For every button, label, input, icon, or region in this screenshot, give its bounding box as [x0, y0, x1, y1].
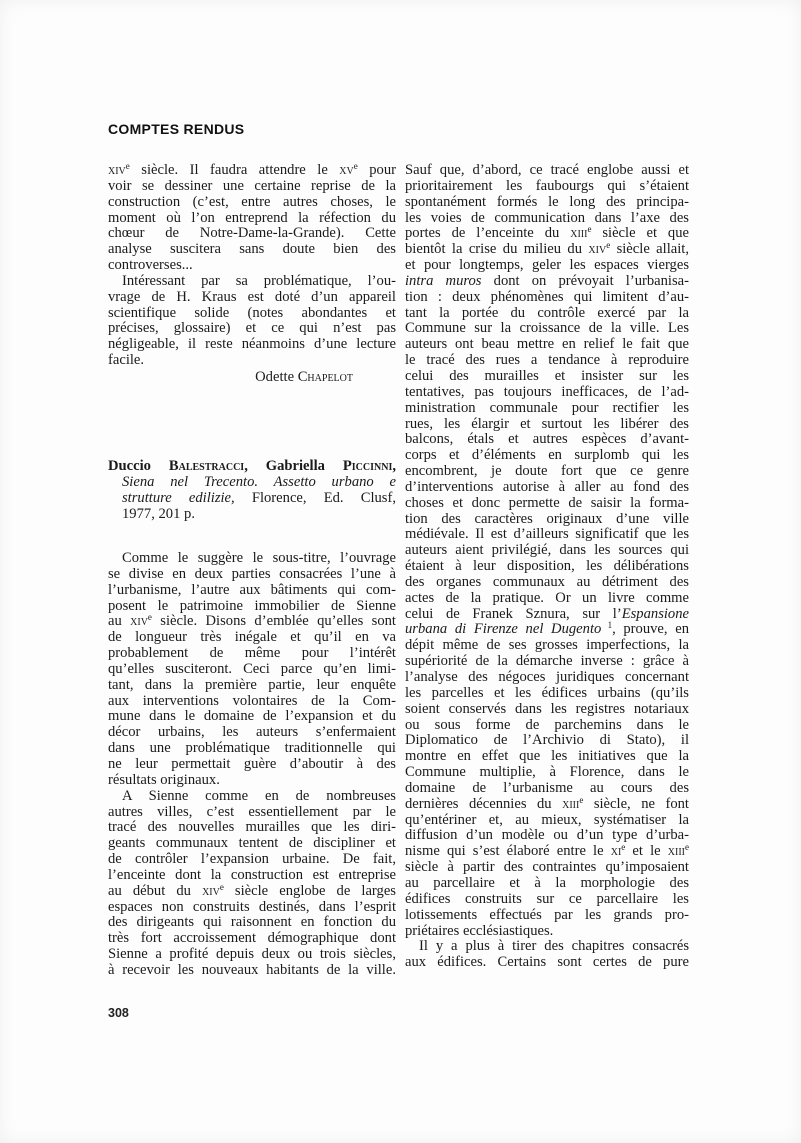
text-run: e	[219, 881, 224, 892]
text-run: ou sous forme de parchemins dans le	[405, 716, 689, 733]
text-run: au	[108, 613, 131, 630]
text-run: nisme qui s’est élaboré entre le	[405, 843, 611, 860]
text-run: bientôt la crise du milieu du	[405, 241, 589, 258]
text-line	[405, 794, 689, 813]
text-run: aux édifices. Certains sont certes de pure	[405, 954, 689, 971]
text-run: balcons, étals et autres espèces d’avant-	[405, 431, 689, 448]
text-run: au parcellaire et à la morphologie des	[405, 874, 689, 891]
text-line	[108, 507, 396, 523]
text-run: tant, dans la première partie, leur enquête	[108, 676, 396, 693]
text-line	[108, 757, 396, 773]
text-line	[405, 670, 689, 686]
text-run: facile.	[108, 352, 145, 369]
book-reference	[108, 459, 396, 522]
text-line	[108, 195, 396, 211]
text-run: médiévale. Il est d’ailleurs significatif que les	[405, 526, 689, 543]
text-run: ministration communale pour rectifier les	[405, 399, 689, 416]
text-run: domaine de l’urbanisme au cours des	[405, 779, 689, 796]
text-line	[405, 749, 689, 765]
text-line	[108, 789, 396, 805]
text-line	[405, 591, 689, 607]
text-line	[405, 226, 689, 242]
text-run: Commune sur la croissance de la ville. Les	[405, 320, 689, 337]
signature-last-name: Chapelot	[297, 369, 353, 385]
text-run: e	[579, 794, 584, 805]
text-run: Comme le suggère le sous-titre, l’ouvrage	[122, 550, 396, 566]
text-run: 1977, 201 p.	[122, 505, 195, 522]
text-run: choses et donc permette de saisir la forma-	[405, 494, 689, 511]
text-run: siècle. Disons d’emblée qu’elles sont	[151, 613, 396, 630]
text-line	[108, 290, 396, 306]
text-run: siècle englobe de larges	[223, 882, 396, 899]
text-run: qu’entériner et, au mieux, systématiser la	[405, 811, 689, 828]
text-line	[108, 931, 396, 947]
text-line	[405, 337, 689, 353]
text-run: Sauf que, d’abord, ce tracé englobe aussi et	[405, 162, 689, 178]
text-run: xiii	[570, 225, 588, 242]
text-line	[405, 353, 689, 369]
text-run: spontanément formés le long des principa-	[405, 193, 689, 210]
text-line	[405, 369, 689, 385]
text-run: vrage de H. Kraus est doté d’un appareil	[108, 288, 396, 305]
paragraph	[108, 551, 396, 789]
text-line	[405, 480, 689, 496]
text-line	[405, 765, 689, 781]
text-run: autres villes, c’est essentiellement par le	[108, 803, 396, 820]
text-run: Espansione	[621, 605, 689, 622]
text-line	[405, 781, 689, 797]
text-run: édifices construits sur ce parcellaire les	[405, 890, 689, 907]
text-line	[108, 274, 396, 290]
text-line	[108, 694, 396, 710]
text-line	[108, 306, 396, 322]
text-run: e	[606, 240, 611, 251]
text-line	[108, 614, 396, 630]
text-run: geants communaux tentent de discipliner et	[108, 835, 396, 852]
text-run: l’urbanisme, l’autre aux bâtiments qui com-	[108, 581, 396, 598]
text-line	[108, 353, 396, 369]
text-line	[405, 828, 689, 844]
text-run: le tracé des rues a tendance à reproduire	[405, 352, 689, 369]
text-run: de longueur très inégale et qu’il en va	[108, 629, 396, 646]
text-run: siècle, ne font	[583, 795, 689, 812]
text-line	[108, 646, 396, 662]
text-run: priétaires ecclésiastiques.	[405, 922, 554, 939]
text-run: étaient à leur disposition, les délibérations	[405, 558, 689, 575]
text-run: chœur de Notre-Dame-la-Grande). Cette	[108, 225, 396, 242]
text-run: mune dans le domaine de l’expansion et du	[108, 708, 396, 725]
text-line	[108, 226, 396, 242]
text-run: siècle allait,	[610, 241, 689, 258]
text-line	[405, 813, 689, 829]
text-line	[108, 947, 396, 963]
text-line	[405, 512, 689, 528]
text-run: celui de Franek Sznura, sur l’	[405, 605, 622, 622]
text-run: e	[587, 224, 592, 235]
text-line	[108, 678, 396, 694]
text-run: xiv	[108, 162, 126, 178]
text-line	[108, 321, 396, 337]
text-line	[405, 258, 689, 274]
paragraph	[108, 163, 396, 274]
text-line	[405, 908, 689, 924]
text-run: celui des murailles et insister sur les	[405, 367, 689, 384]
text-run: tracé des nouvelles murailles que les diri-	[108, 819, 396, 836]
text-line	[108, 179, 396, 195]
text-run: voir se dessiner une certaine reprise de la	[108, 177, 396, 194]
text-run: tant la portée du contrôle exercé par la	[405, 304, 689, 321]
text-run: auteurs ont beau mettre en relief le fait que	[405, 336, 689, 353]
text-run: scientifique solide (notes abondantes et	[108, 304, 396, 321]
text-run: montre en effet que les initiatives que la	[405, 748, 689, 765]
text-run: des organes communaux au détriment des	[405, 573, 689, 590]
text-line	[405, 575, 689, 591]
text-line	[108, 630, 396, 646]
paragraph	[405, 939, 689, 971]
text-run: décor urbains, les auteurs s’enfermaient	[108, 724, 396, 741]
text-line	[405, 306, 689, 322]
text-run: 1	[601, 620, 613, 631]
text-line	[108, 852, 396, 868]
text-run: moment où l’on entreprend la réfection du	[108, 209, 396, 226]
text-line	[108, 211, 396, 227]
text-run: précises, glossaire) et ce qui n’est pas	[108, 320, 396, 337]
text-run: tion : deux phénomènes qui limitent d’au-	[405, 288, 689, 305]
text-run: xiv	[202, 882, 220, 899]
text-run: corps et d’éléments en surplomb qui les	[405, 447, 689, 464]
text-run: intra muros	[405, 272, 482, 289]
text-line	[405, 686, 689, 702]
text-run: aux interventions volontaires de la Com-	[108, 692, 396, 709]
text-run: se divise en deux parties consacrées l’une à	[108, 565, 396, 582]
signature-first-name: Odette	[255, 369, 298, 385]
text-line	[108, 459, 396, 475]
text-line	[405, 432, 689, 448]
text-run: xiii	[667, 843, 685, 860]
text-run: posent le patrimoine immobilier de Sienne	[108, 597, 396, 614]
text-run: lotissements effectués par les grands pro-	[405, 906, 689, 923]
text-run: e	[125, 161, 130, 171]
text-run: soient conservés dans les registres notariaux	[405, 700, 689, 717]
text-run: Diplomatico de l’Archivio di Stato), il	[405, 732, 689, 749]
text-line	[405, 955, 689, 971]
text-line	[108, 551, 396, 567]
text-run: xv	[339, 162, 354, 178]
text-run: urbana di Firenze nel Dugento	[405, 621, 602, 638]
text-run: les voies de communication dans l’axe des	[405, 209, 689, 226]
text-line	[405, 622, 689, 638]
text-run: très fort accroissement démographique dont	[108, 930, 396, 947]
text-line	[108, 337, 396, 353]
text-line	[108, 963, 396, 979]
text-line	[405, 401, 689, 417]
text-run: dans une problématique traditionnelle qui	[108, 740, 396, 757]
text-run: espaces non construits destinés, dans l’esprit	[108, 898, 396, 915]
text-run: siècle. Il faudra attendre le	[129, 162, 340, 178]
text-run: et pour longtemps, geler les espaces vierges	[405, 257, 689, 274]
text-run: construction (c’est, entre autres choses, le	[108, 193, 396, 210]
text-run: strutture edilizie,	[122, 489, 235, 506]
text-line	[405, 638, 689, 654]
text-run: supériorité de la démarche inverse : grâce à	[405, 653, 689, 670]
text-line	[405, 892, 689, 908]
right-column-review-text	[405, 163, 689, 971]
text-run: Sienne a profité depuis deux ou trois siècles,	[108, 946, 396, 963]
paragraph	[108, 789, 396, 979]
text-run: pour	[357, 162, 396, 178]
text-run: analyse suscitera sans doute bien des	[108, 241, 396, 258]
page-number: 308	[108, 1006, 129, 1020]
text-line	[405, 702, 689, 718]
text-run: tion des caractères originaux d’une ville	[405, 510, 689, 527]
text-run: Balestracci	[168, 458, 245, 474]
text-run: Duccio	[108, 458, 169, 474]
text-run: l’analyse des négoces juridiques concernant	[405, 669, 689, 685]
text-run: prioritairement les faubourgs qui s’étaient	[405, 177, 689, 194]
text-line	[405, 939, 689, 955]
text-run: les parcelles et les édifices urbains (qu’ils	[405, 684, 689, 701]
text-line	[108, 725, 396, 741]
text-line	[108, 820, 396, 836]
text-run: Commune multiplie, à Florence, dans le	[405, 764, 689, 781]
text-line	[108, 491, 396, 507]
text-line	[108, 583, 396, 599]
text-line	[108, 836, 396, 852]
text-run: dernières décennies du	[405, 795, 563, 812]
left-column-review-text	[108, 551, 396, 979]
text-line	[405, 179, 689, 195]
text-line	[405, 195, 689, 211]
text-run: à recevoir les nouveaux habitants de la ville.	[108, 961, 396, 978]
paragraph	[108, 459, 396, 522]
text-line	[108, 773, 396, 789]
text-run: siècle et que	[591, 225, 689, 242]
paragraph	[405, 163, 689, 939]
text-line	[405, 211, 689, 227]
text-run: Il y a plus à tirer des chapitres consacrés	[419, 938, 689, 955]
text-run: xiv	[130, 613, 148, 630]
text-run: Intéressant par sa problématique, l’ou-	[122, 272, 396, 289]
text-run: e	[621, 842, 626, 853]
text-run: qu’elles susciteront. Ceci parce qu’en limi-	[108, 660, 396, 677]
text-run: ne leur permettait guère d’aboutir à des	[108, 755, 396, 772]
text-run: rues, les élargir et surtout les libérer des	[405, 415, 689, 432]
text-run: encombrent, je doute fort que ce genre	[405, 463, 689, 480]
text-line	[108, 475, 396, 491]
text-line	[405, 543, 689, 559]
reviewer-signature	[108, 369, 353, 386]
text-run: tentatives, pas toujours inefficaces, de l’ad-	[405, 383, 689, 400]
text-line	[108, 900, 396, 916]
text-run: , prouve, en	[612, 621, 689, 638]
text-run: résultats originaux.	[108, 771, 220, 788]
left-column-review-end	[108, 163, 396, 369]
text-line	[108, 567, 396, 583]
text-run: au début du	[108, 882, 203, 899]
text-run: diffusion d’un modèle ou d’un type d’urba-	[405, 827, 689, 844]
text-run: dont on prévoyait l’urbanisa-	[481, 272, 689, 289]
text-run: controverses...	[108, 257, 193, 274]
text-run: Florence, Ed. Clusf,	[234, 489, 396, 506]
text-line	[108, 868, 396, 884]
text-line	[405, 654, 689, 670]
text-line	[405, 274, 689, 290]
text-run: actes de la pratique. Or un livre comme	[405, 589, 689, 606]
text-line	[405, 844, 689, 860]
text-run: Piccinni,	[342, 458, 396, 474]
text-run: xi	[610, 843, 622, 860]
running-head: COMPTES RENDUS	[108, 121, 245, 137]
text-line	[405, 733, 689, 749]
text-run: négligeable, il reste néanmoins d’une lecture	[108, 336, 396, 353]
text-run: , Gabriella	[244, 458, 343, 474]
text-line	[405, 527, 689, 543]
text-run: e	[147, 612, 152, 623]
text-line	[108, 805, 396, 821]
text-line	[108, 242, 396, 258]
text-line	[108, 258, 396, 274]
text-line	[405, 718, 689, 734]
text-line	[405, 290, 689, 306]
text-run: des dirigeants qui raisonnent en fonction du	[108, 914, 396, 931]
text-line	[405, 448, 689, 464]
text-line	[405, 876, 689, 892]
text-run: probablement de même pour l’intérêt	[108, 645, 396, 662]
text-line	[405, 924, 689, 940]
paragraph	[108, 274, 396, 369]
text-run: de contrôler l’expansion urbaine. De fait,	[108, 851, 396, 868]
text-line	[108, 741, 396, 757]
text-run: e	[353, 161, 358, 171]
text-line	[108, 881, 396, 900]
text-line	[405, 163, 689, 179]
text-line	[405, 417, 689, 433]
text-line	[405, 385, 689, 401]
text-line	[405, 559, 689, 575]
text-line	[405, 860, 689, 876]
text-run: xiii	[562, 795, 580, 812]
text-line	[108, 662, 396, 678]
text-line	[108, 709, 396, 725]
text-run: l’enceinte dont la construction est entreprise	[108, 866, 396, 883]
text-line	[405, 496, 689, 512]
text-run: e	[685, 842, 689, 853]
text-run: d’interventions autorise à aller au fond des	[405, 478, 689, 495]
text-run: portes de l’enceinte du	[405, 225, 571, 242]
text-line	[405, 321, 689, 337]
text-run: dépit même de ses grosses imperfections, la	[405, 637, 689, 654]
text-line	[108, 915, 396, 931]
text-run: siècle à partir des contraintes qu’imposaient	[405, 859, 689, 876]
text-run: xiv	[588, 241, 607, 258]
text-run: Siena nel Trecento. Assetto urbano e	[122, 473, 396, 490]
text-line	[405, 242, 689, 258]
text-run: A Sienne comme en de nombreuses	[122, 787, 396, 804]
text-run: auteurs aient privilégié, dans les sources qui	[405, 542, 689, 559]
text-run: et le	[625, 843, 668, 860]
text-line	[405, 464, 689, 480]
text-line	[108, 163, 396, 179]
